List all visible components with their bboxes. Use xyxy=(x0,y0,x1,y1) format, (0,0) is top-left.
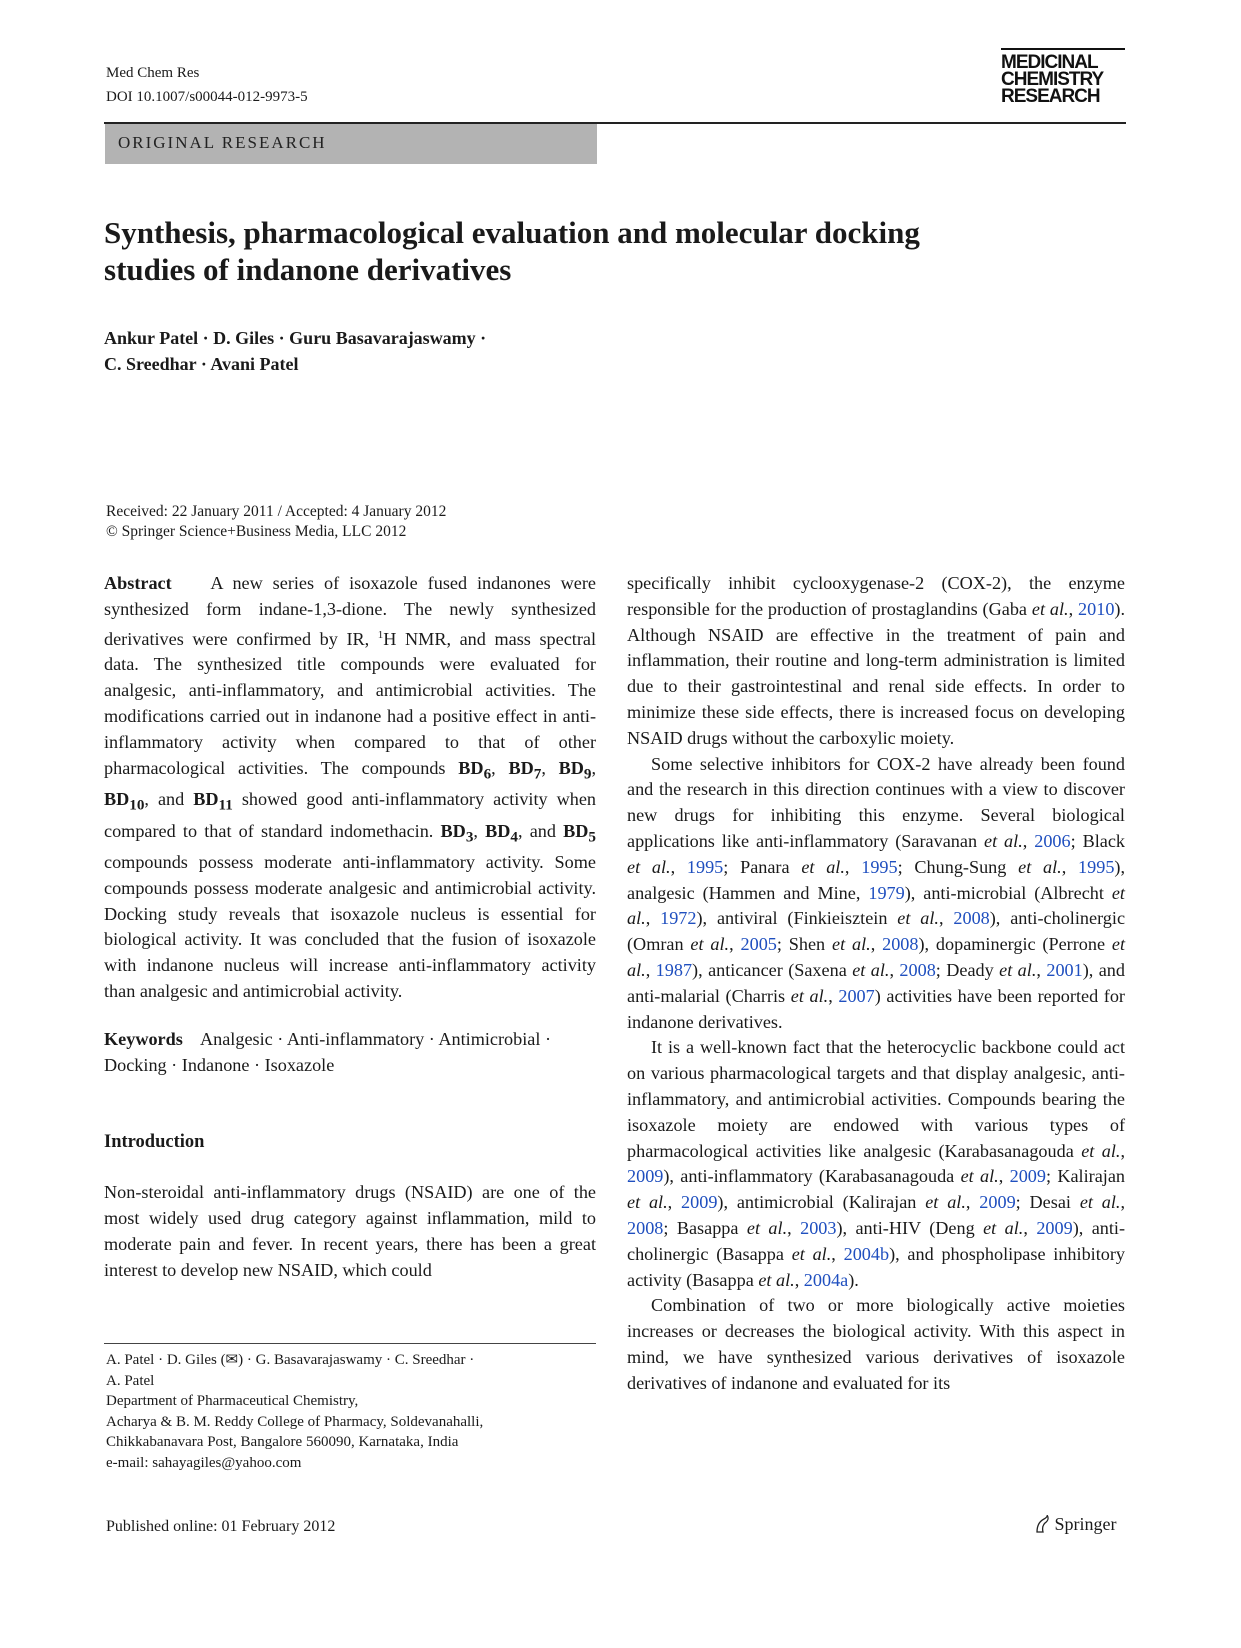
email-link[interactable]: e-mail: sahayagiles@yahoo.com xyxy=(106,1454,302,1471)
citation-link[interactable]: 2006 xyxy=(1034,830,1071,851)
citation-link[interactable]: 1979 xyxy=(868,882,905,903)
citation-link[interactable]: 2008 xyxy=(899,959,936,980)
copyright: © Springer Science+Business Media, LLC 2012 xyxy=(106,523,407,540)
citation-link[interactable]: 2008 xyxy=(882,934,919,955)
logo-line: CHEMISTRY xyxy=(1001,69,1104,90)
abstract-label: Abstract xyxy=(104,573,172,593)
citation-link[interactable]: 1987 xyxy=(655,959,693,980)
journal-name: Med Chem Res xyxy=(106,65,200,81)
publisher-name: Springer xyxy=(1054,1514,1117,1534)
keywords-text: Analgesic · Anti-inflammatory · Antimicrobial · Docking · Indanone · Isoxazole xyxy=(104,1028,552,1075)
author-line: C. Sreedhar · Avani Patel xyxy=(104,354,299,374)
publisher-mark xyxy=(1034,1514,1117,1535)
citation-link[interactable]: 2004a xyxy=(803,1269,849,1290)
section-badge xyxy=(105,124,597,164)
received-accepted: Received: 22 January 2011 / Accepted: 4 January 2012 xyxy=(106,503,447,520)
right-column xyxy=(627,571,1125,1397)
citation-link[interactable]: 1995 xyxy=(1078,856,1115,877)
citation-link[interactable]: 2003 xyxy=(800,1217,837,1238)
citation-link[interactable]: 2001 xyxy=(1046,959,1083,980)
springer-horse-icon xyxy=(1034,1515,1050,1533)
citation-link[interactable]: 2009 xyxy=(627,1166,664,1187)
paragraph: specifically inhibit cyclooxygenase-2 (COX-2), the enzyme responsible for the production of prostaglandins (Gaba et al., 2010). Although NSAID are effective in the treatment of pain and inflammation, their routine and long-term administration is limited due to their gastrointestinal and renal side effects. In order to minimize these side effects, there is increased focus on developing NSAID drugs without the carboxylic moiety. xyxy=(627,573,1126,748)
citation-link[interactable]: 2004b xyxy=(843,1243,890,1264)
paragraph: Combination of two or more biologically active moieties increases or decreases the biological activity. With this aspect in mind, we have synthesized various derivatives of isoxazole derivatives of indanone and evaluated for its xyxy=(627,1295,1125,1393)
affiliation-footnote: A. Patel · D. Giles (✉) · G. Basavarajaswamy · C. Sreedhar · A. Patel Department of Pharmaceutical Chemistry, Acharya & B. M. Reddy College of Pharmacy, Soldevanahalli, Chikkabanavara Post, Bangalore 560090, Karnataka, India e-mail: sahayagiles@yahoo.com xyxy=(106,1350,598,1473)
citation-link[interactable]: 2008 xyxy=(953,908,990,929)
left-column xyxy=(104,571,596,1283)
keywords xyxy=(104,1027,596,1079)
citation-link[interactable]: 1995 xyxy=(861,856,898,877)
paragraph: It is a well-known fact that the heterocyclic backbone could act on various pharmacological targets and that display analgesic, anti-inflammatory, and antimicrobial activities. Compounds bearing the isoxazole moiety are endowed with various types of pharmacological activities like analgesic (Karabasanagouda et al., 2009), anti-inflammatory (Karabasanagouda et al., 2009; Kalirajan et al., 2009), antimicrobial (Kalirajan et al., 2009; Desai et al., 2008; Basappa et al., 2003), anti-HIV (Deng et al., 2009), anti-cholinergic (Basappa et al., 2004b), and phospholipase inhibitory activity (Basappa et al., 2004a). xyxy=(627,1037,1126,1290)
citation-link[interactable]: 2007 xyxy=(838,985,875,1006)
citation-link[interactable]: 1995 xyxy=(686,856,724,877)
citation-link[interactable]: 2009 xyxy=(1036,1217,1073,1238)
paragraph: Some selective inhibitors for COX-2 have already been found and the research in this direction continues with a view to discover new drugs for inhibiting this enzyme. Several biological applications like anti-inflammatory (Saravanan et al., 2006; Black et al., 1995; Panara et al., 1995; Chung-Sung et al., 1995), analgesic (Hammen and Mine, 1979), anti-microbial (Albrecht et al., 1972), antiviral (Finkieisztein et al., 2008), anti-cholinergic (Omran et al., 2005; Shen et al., 2008), dopaminergic (Perrone et al., 1987), anticancer (Saxena et al., 2008; Deady et al., 2001), and anti-malarial (Charris et al., 2007) activities have been reported for indanone derivatives. xyxy=(627,753,1126,1032)
logo-line: RESEARCH xyxy=(1001,86,1100,107)
published-date: Published online: 01 February 2012 xyxy=(106,1518,336,1535)
section-badge-label: ORIGINAL RESEARCH xyxy=(118,133,327,152)
citation-link[interactable]: 1972 xyxy=(660,908,697,929)
doi: DOI 10.1007/s00044-012-9973-5 xyxy=(106,89,308,105)
logo-line: MEDICINAL xyxy=(1001,52,1098,73)
citation-link[interactable]: 2009 xyxy=(1009,1166,1046,1187)
article-title: Synthesis, pharmacological evaluation and molecular docking studies of indanone derivatives xyxy=(104,215,920,287)
intro-paragraph: Non-steroidal anti-inflammatory drugs (NSAID) are one of the most widely used drug category against inflammation, mild to moderate pain and fever. In recent years, there has been a great interest to develop new NSAID, which could xyxy=(104,1182,596,1280)
citation-link[interactable]: 2009 xyxy=(681,1192,718,1213)
section-heading: Introduction xyxy=(104,1132,205,1153)
dates-block xyxy=(106,502,446,542)
keywords-label: Keywords xyxy=(104,1028,183,1049)
citation-link[interactable]: 2005 xyxy=(740,934,777,955)
abstract: Abstract A new series of isoxazole fused indanones were synthesized form indane-1,3-dione. The newly synthesized derivatives were confirmed by IR, $^1$H NMR, and mass spectral data. The synthesized title compounds were evaluated for analgesic, anti-inflammatory, and antimicrobial activities. The modifications carried out in indanone had a positive effect in anti-inflammatory activity when compared to that of other pharmacological activities. The compounds $BD_6$, $BD_7$, $BD_9$, $BD_{10}$, and $BD_{11}$ showed good anti-inflammatory activity when compared to that of standard indomethacin. $BD_3$, $BD_4$, and $BD_5$ compounds possess moderate anti-inflammatory activity. Some compounds possess moderate analgesic and antimicrobial activity. Docking study reveals that isoxazole nucleus is essential for biological activity. It was concluded that the fusion of isoxazole with indanone nucleus will increase anti-inflammatory activity than analgesic and antimicrobial activity. xyxy=(104,573,597,1001)
journal-logo xyxy=(1001,54,1125,105)
author-line: Ankur Patel · D. Giles · Guru Basavarajaswamy · xyxy=(104,328,487,348)
citation-link[interactable]: 2009 xyxy=(979,1192,1016,1213)
citation-link[interactable]: 2008 xyxy=(627,1217,664,1238)
footnote-rule xyxy=(104,1343,596,1344)
citation-link[interactable]: 2010 xyxy=(1078,598,1115,619)
author-list xyxy=(104,325,704,377)
